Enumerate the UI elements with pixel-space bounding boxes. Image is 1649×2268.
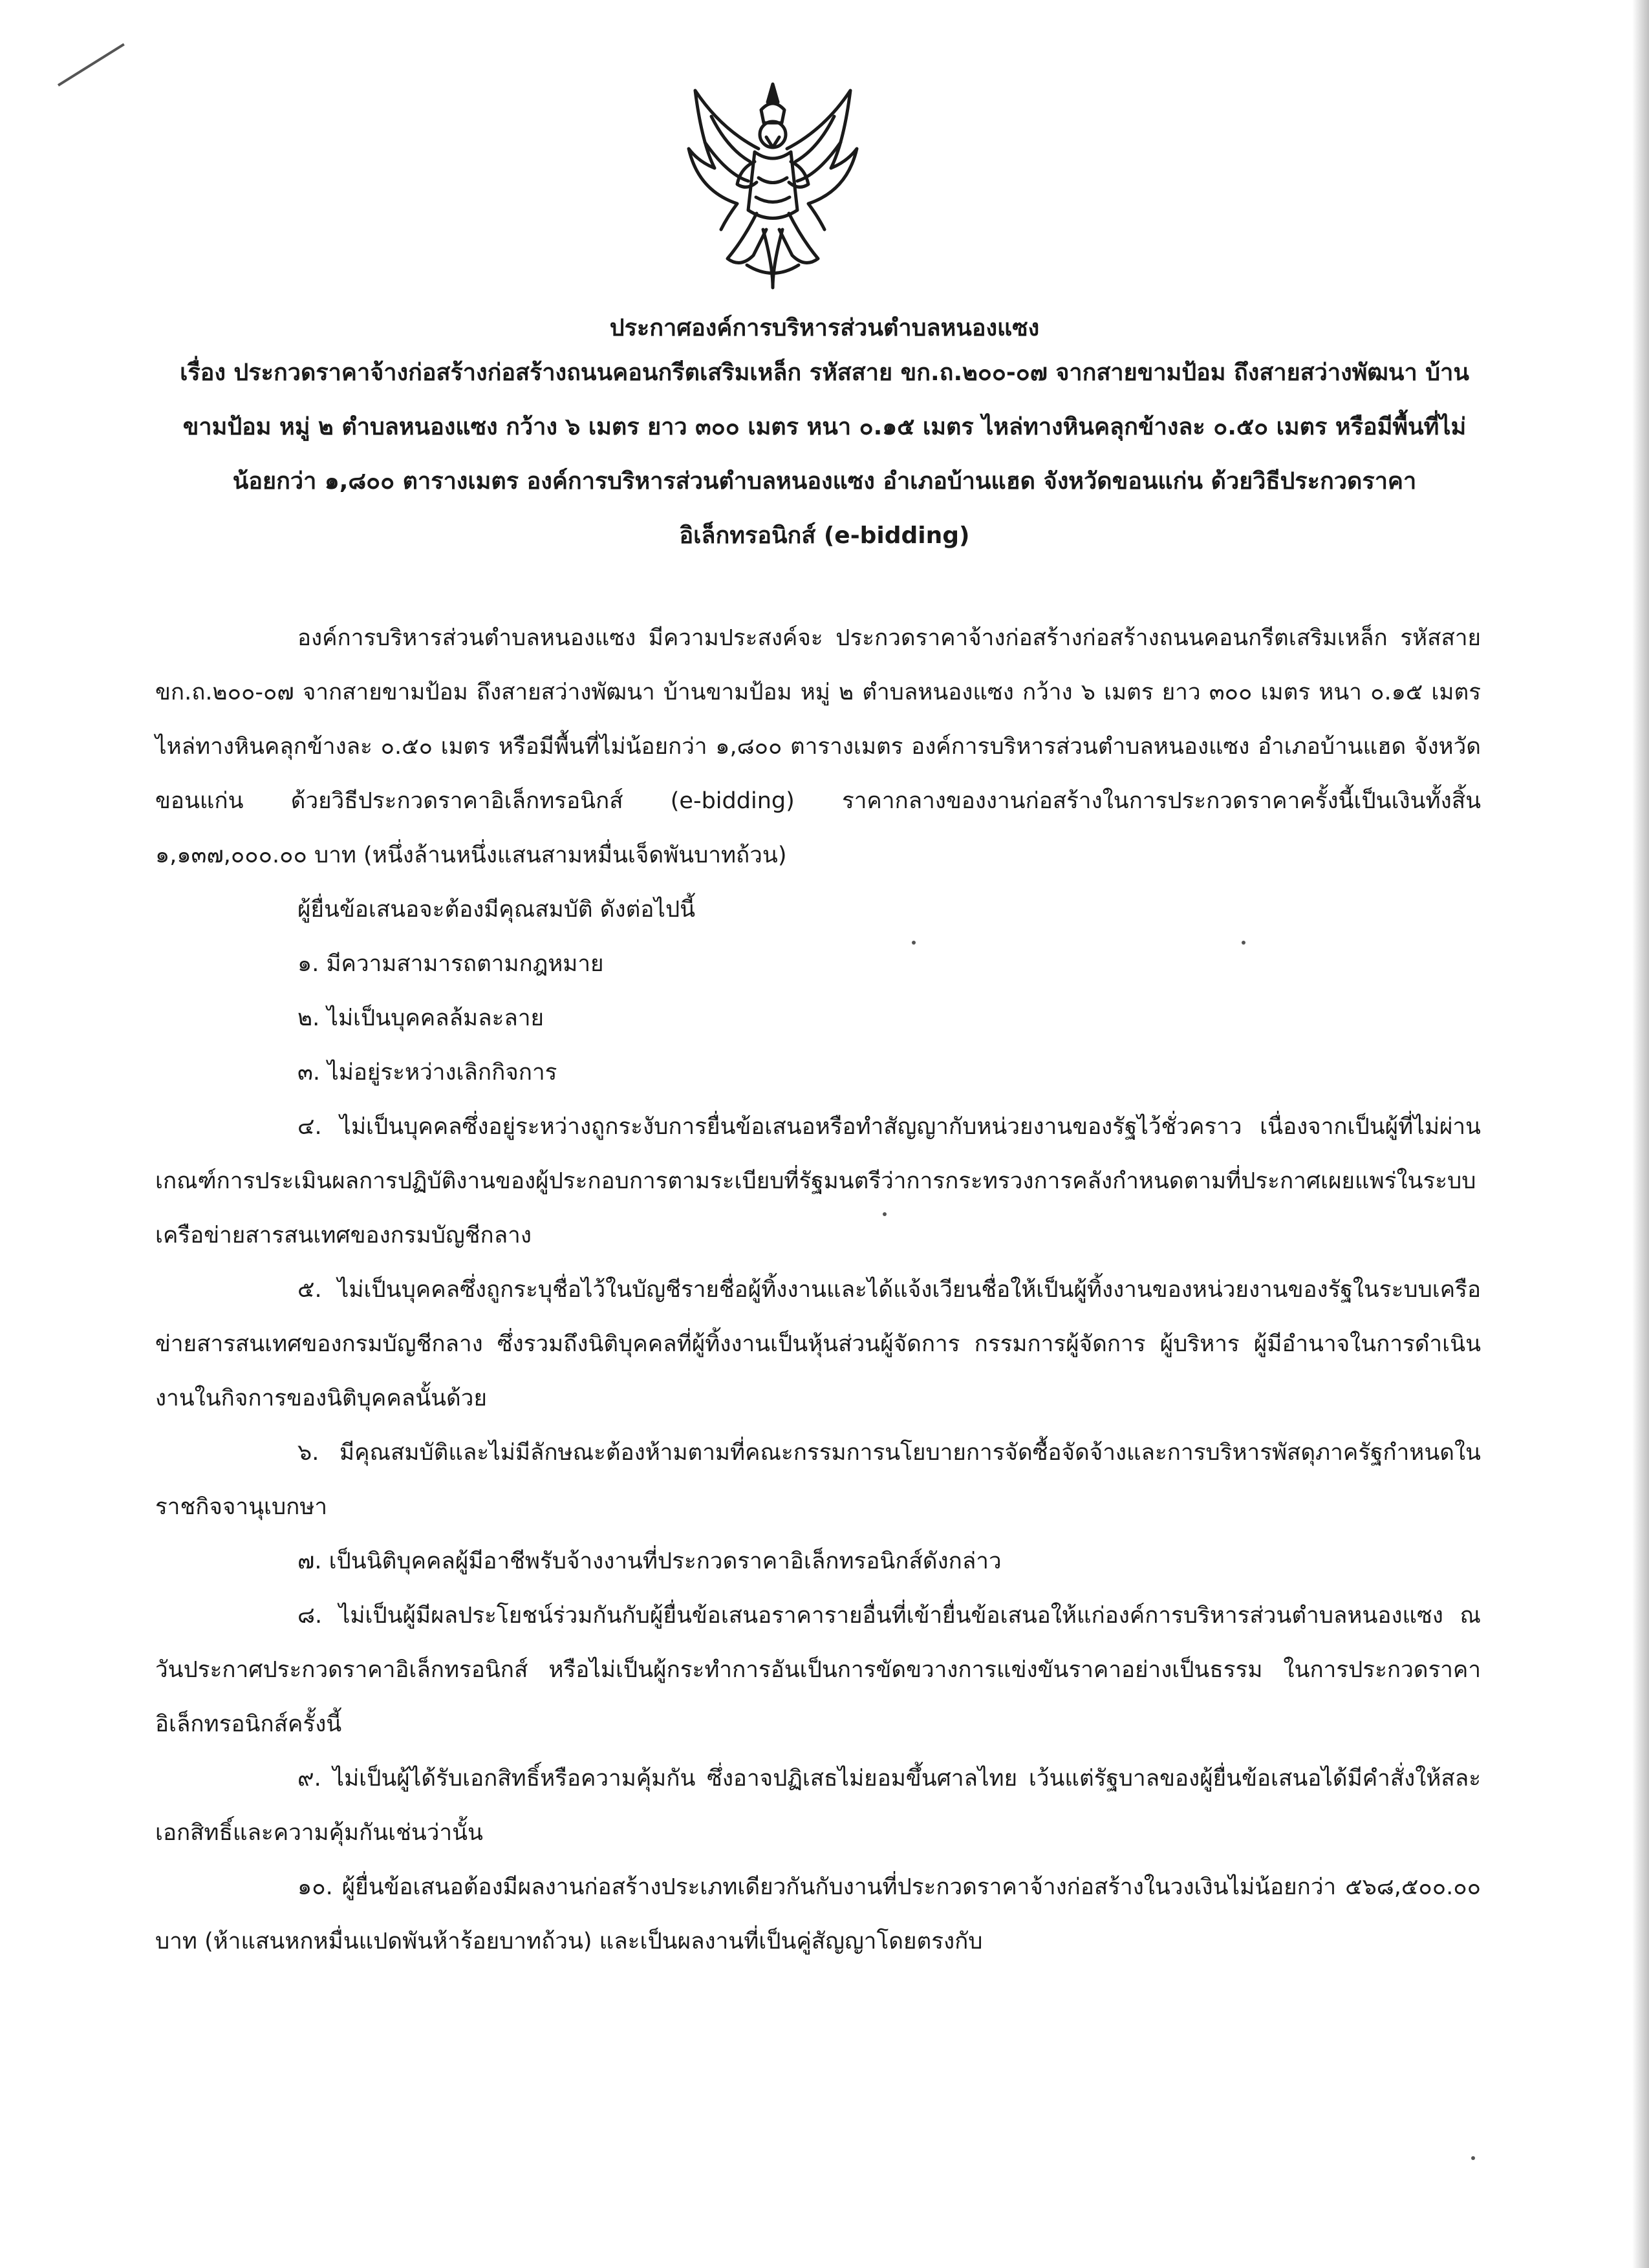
item-number: ๑๐. bbox=[297, 1874, 333, 1900]
item-number: ๓. bbox=[297, 1060, 321, 1086]
item-number: ๗. bbox=[297, 1548, 322, 1574]
list-item bbox=[155, 1751, 1481, 1860]
list-item bbox=[297, 991, 1481, 1045]
item-number: ๔. bbox=[297, 1114, 322, 1140]
item-text: เป็นนิติบุคคลผู้มีอาชีพรับจ้างงานที่ประกวดราคาอิเล็กทรอนิกส์ดังกล่าว bbox=[329, 1548, 1002, 1574]
item-text: ไม่เป็นบุคคลซึ่งถูกระบุชื่อไว้ในบัญชีรายชื่อผู้ทิ้งงานและได้แจ้งเวียนชื่อให้เป็นผู้ทิ้งงานของหน่วยงานของรัฐในระบบเครือข่ายสารสนเทศของกรมบัญชีกลาง ซึ่งรวมถึงนิติบุคคลที่ผู้ทิ้งงานเป็นหุ้นส่วนผู้จัดการ กรรมการผู้จัดการ ผู้บริหาร ผู้มีอำนาจในการดำเนินงานในกิจการของนิติบุคคลนั้นด้วย bbox=[155, 1277, 1481, 1411]
scan-pen-mark bbox=[58, 43, 125, 87]
item-text: มีความสามารถตามกฎหมาย bbox=[326, 951, 604, 977]
item-number: ๕. bbox=[297, 1277, 322, 1303]
qualifications-heading: ผู้ยื่นข้อเสนอจะต้องมีคุณสมบัติ ดังต่อไปนี้ bbox=[297, 897, 696, 923]
item-text: มีคุณสมบัติและไม่มีลักษณะต้องห้ามตามที่คณะกรรมการนโยบายการจัดซื้อจัดจ้างและการบริหารพัสดุภาครัฐกำหนดในราชกิจจานุเบกษา bbox=[155, 1440, 1481, 1520]
list-item bbox=[155, 1426, 1481, 1534]
item-number: ๘. bbox=[297, 1603, 323, 1629]
item-text: ไม่เป็นบุคคลล้มละลาย bbox=[327, 1005, 544, 1031]
qualifications-list bbox=[155, 883, 1481, 1100]
scan-speck bbox=[1471, 2156, 1475, 2160]
list-item bbox=[297, 937, 1481, 991]
list-item bbox=[297, 1045, 1481, 1100]
item-text: ไม่เป็นผู้ได้รับเอกสิทธิ์หรือความคุ้มกัน ซึ่งอาจปฏิเสธไม่ยอมขึ้นศาลไทย เว้นแต่รัฐบาลของผู้ยื่นข้อเสนอได้มีคำสั่งให้สละเอกสิทธิ์และความคุ้มกันเช่นว่านั้น bbox=[155, 1766, 1481, 1846]
garuda-emblem-icon bbox=[676, 71, 870, 297]
item-number: ๑. bbox=[297, 951, 319, 977]
item-text: ไม่อยู่ระหว่างเลิกกิจการ bbox=[327, 1060, 557, 1086]
list-item bbox=[155, 1263, 1481, 1426]
item-number: ๒. bbox=[297, 1005, 320, 1031]
list-item bbox=[155, 1589, 1481, 1751]
intro-paragraph: องค์การบริหารส่วนตำบลหนองแซง มีความประสงค์จะ ประกวดราคาจ้างก่อสร้างก่อสร้างถนนคอนกรีตเสริมเหล็ก รหัสสาย ขก.ถ.๒๐๐-๐๗ จากสายขามป้อม ถึงสายสว่างพัฒนา บ้านขามป้อม หมู่ ๒ ตำบลหนองแซง กว้าง ๖ เมตร ยาว ๓๐๐ เมตร หนา ๐.๑๕ เมตร ไหล่ทางหินคลุกข้างละ ๐.๕๐ เมตร หรือมีพื้นที่ไม่น้อยกว่า ๑,๘๐๐ ตารางเมตร องค์การบริหารส่วนตำบลหนองแซง อำเภอบ้านแฮด จังหวัดขอนแก่น ด้วยวิธีประกวดราคาอิเล็กทรอนิกส์ (e-bidding) ราคากลางของงานก่อสร้างในการประกวดราคาครั้งนี้เป็นเงินทั้งสิ้น ๑,๑๓๗,๐๐๐.๐๐ บาท (หนึ่งล้านหนึ่งแสนสามหมื่นเจ็ดพันบาทถ้วน) bbox=[155, 625, 1481, 868]
scan-speck bbox=[912, 941, 916, 945]
list-item bbox=[155, 1534, 1481, 1589]
item-text: ไม่เป็นบุคคลซึ่งอยู่ระหว่างถูกระงับการยื่นข้อเสนอหรือทำสัญญากับหน่วยงานของรัฐไว้ชั่วคราว เนื่องจากเป็นผู้ที่ไม่ผ่านเกณฑ์การประเมินผลการปฏิบัติงานของผู้ประกอบการตามระเบียบที่รัฐมนตรีว่าการกระทรวงการคลังกำหนดตามที่ประกาศเผยแพร่ในระบบเครือข่ายสารสนเทศของกรมบัญชีกลาง bbox=[155, 1114, 1481, 1248]
announcement-body bbox=[155, 611, 1481, 1969]
item-number: ๙. bbox=[297, 1766, 321, 1792]
item-number: ๖. bbox=[297, 1440, 319, 1466]
announcement-title: ประกาศองค์การบริหารส่วนตำบลหนองแซง bbox=[609, 315, 1040, 341]
list-item bbox=[155, 1100, 1481, 1263]
scan-speck bbox=[883, 1212, 887, 1216]
list-item bbox=[155, 1860, 1481, 1969]
item-text: ไม่เป็นผู้มีผลประโยชน์ร่วมกันกับผู้ยื่นข้อเสนอราคารายอื่นที่เข้ายื่นข้อเสนอให้แก่องค์การบริหารส่วนตำบลหนองแซง ณ วันประกาศประกวดราคาอิเล็กทรอนิกส์ หรือไม่เป็นผู้กระทำการอันเป็นการขัดขวางการแข่งขันราคาอย่างเป็นธรรม ในการประกวดราคาอิเล็กทรอนิกส์ครั้งนี้ bbox=[155, 1603, 1481, 1737]
announcement-subject: เรื่อง ประกวดราคาจ้างก่อสร้างก่อสร้างถนนคอนกรีตเสริมเหล็ก รหัสสาย ขก.ถ.๒๐๐-๐๗ จากสายขามป้อม ถึงสายสว่างพัฒนา บ้านขามป้อม หมู่ ๒ ตำบลหนองแซง กว้าง ๖ เมตร ยาว ๓๐๐ เมตร หนา ๐.๑๕ เมตร ไหล่ทางหินคลุกข้างละ ๐.๕๐ เมตร หรือมีพื้นที่ไม่น้อยกว่า ๑,๘๐๐ ตารางเมตร องค์การบริหารส่วนตำบลหนองแซง อำเภอบ้านแฮด จังหวัดขอนแก่น ด้วยวิธีประกวดราคาอิเล็กทรอนิกส์ (e-bidding) bbox=[180, 359, 1469, 549]
item-text: ผู้ยื่นข้อเสนอต้องมีผลงานก่อสร้างประเภทเดียวกันกับงานที่ประกวดราคาจ้างก่อสร้างในวงเงินไม่น้อยกว่า ๕๖๘,๕๐๐.๐๐ บาท (ห้าแสนหกหมื่นแปดพันห้าร้อยบาทถ้วน) และเป็นผลงานที่เป็นคู่สัญญาโดยตรงกับ bbox=[155, 1874, 1481, 1954]
scan-speck bbox=[1242, 941, 1245, 945]
